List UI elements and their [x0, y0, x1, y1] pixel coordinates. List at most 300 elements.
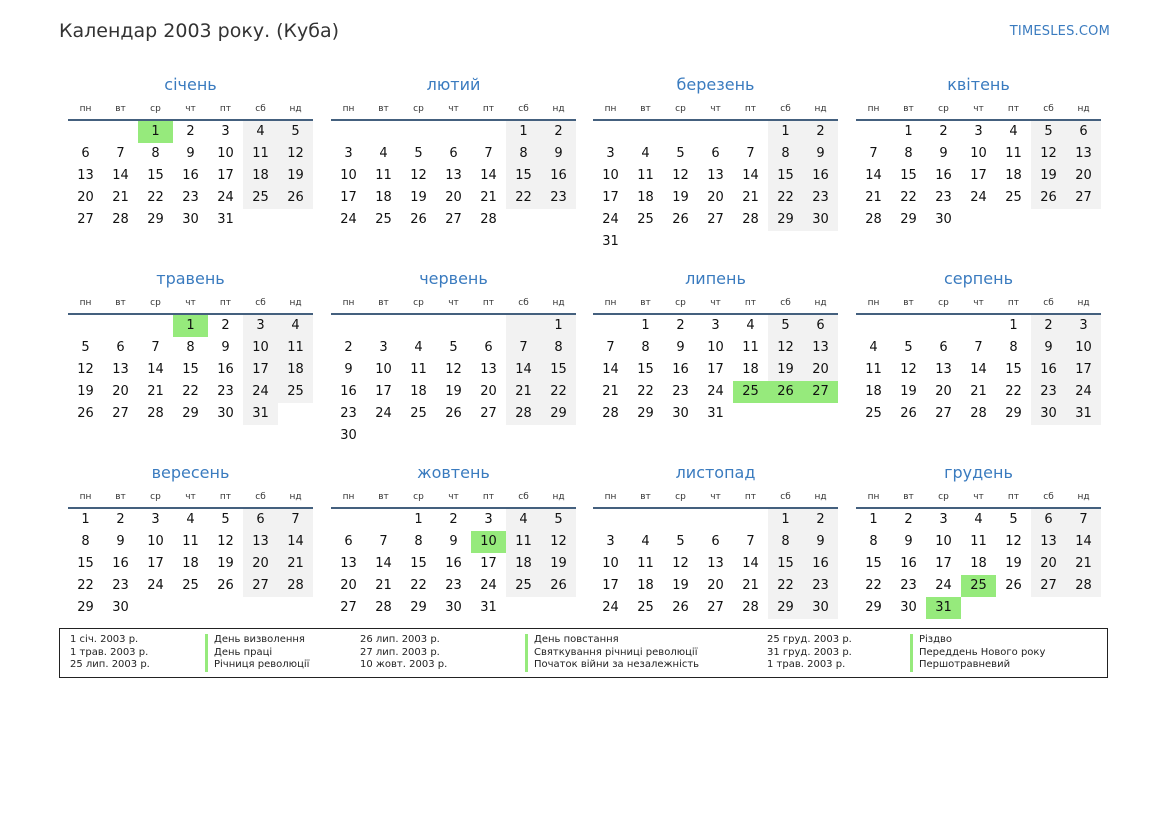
weekday-label: ср	[675, 492, 686, 502]
day-cell: 14	[147, 362, 164, 377]
day-cell: 10	[340, 168, 357, 183]
empty-cell	[401, 121, 436, 143]
weekday-label: чт	[185, 492, 196, 502]
month-5	[331, 268, 576, 447]
day-cell: 3	[221, 124, 230, 139]
empty-cell	[138, 315, 173, 337]
day-cell: 5	[541, 509, 576, 531]
day-cell: 8	[904, 146, 913, 161]
legend-dates	[70, 634, 150, 672]
week-row	[593, 231, 838, 253]
day-cell: 29	[1005, 406, 1022, 421]
empty-cell	[628, 121, 663, 143]
day-cell: 27	[1066, 187, 1101, 209]
day-cell: 20	[707, 190, 724, 205]
day-cell: 28	[742, 600, 759, 615]
weekday-label: вт	[115, 492, 126, 502]
day-cell: 30	[112, 600, 129, 615]
empty-cell	[506, 315, 541, 337]
day-cell: 13	[480, 362, 497, 377]
weekday-label: сб	[255, 104, 266, 114]
day-cell: 4	[278, 315, 313, 337]
day-cell: 18	[243, 165, 278, 187]
day-cell: 2	[939, 124, 948, 139]
day-cell: 11	[243, 143, 278, 165]
day-cell: 20	[935, 384, 952, 399]
weekday-label: нд	[289, 298, 302, 308]
month-0	[68, 74, 313, 231]
day-cell: 1	[904, 124, 913, 139]
day-cell: 14	[970, 362, 987, 377]
day-cell: 11	[1005, 146, 1022, 161]
weekday-label: пт	[744, 492, 757, 502]
day-cell: 9	[344, 362, 353, 377]
day-cell: 27	[707, 600, 724, 615]
day-cell: 4	[506, 509, 541, 531]
day-cell: 2	[221, 318, 230, 333]
week-row	[68, 143, 313, 165]
month-name: лютий	[426, 75, 481, 94]
day-cell: 13	[1031, 531, 1066, 553]
week-row	[593, 209, 838, 231]
day-cell: 1	[506, 121, 541, 143]
day-cell: 22	[768, 575, 803, 597]
day-cell: 7	[746, 146, 755, 161]
day-cell: 13	[340, 556, 357, 571]
weekday-label: нд	[552, 104, 565, 114]
day-cell: 6	[484, 340, 493, 355]
day-cell: 11	[742, 340, 759, 355]
day-cell: 26	[217, 578, 234, 593]
day-cell: 24	[935, 578, 952, 593]
day-cell: 12	[410, 168, 427, 183]
day-cell: 6	[449, 146, 458, 161]
day-cell: 19	[77, 384, 94, 399]
weekday-label: пн	[867, 104, 880, 114]
day-cell: 5	[221, 512, 230, 527]
empty-cell	[663, 231, 698, 253]
day-cell: 24	[602, 600, 619, 615]
day-cell: 1	[641, 318, 650, 333]
week-row	[856, 337, 1101, 359]
day-cell: 17	[707, 362, 724, 377]
day-cell: 14	[375, 556, 392, 571]
holiday-date: 1 трав. 2003 р.	[767, 659, 846, 670]
day-cell: 4	[641, 146, 650, 161]
day-cell: 13	[707, 556, 724, 571]
day-cell: 9	[186, 146, 195, 161]
month-name: травень	[156, 269, 225, 288]
day-cell: 22	[637, 384, 654, 399]
day-cell: 12	[77, 362, 94, 377]
month-name: грудень	[944, 463, 1013, 482]
day-cell: 26	[672, 212, 689, 227]
weekday-label: сб	[780, 298, 791, 308]
weekday-label: нд	[552, 298, 565, 308]
empty-cell	[278, 597, 313, 619]
month-9	[331, 462, 576, 619]
week-row	[593, 381, 838, 403]
holiday-name: Святкування річниці революції	[525, 647, 699, 660]
weekday-label: вт	[115, 298, 126, 308]
empty-cell	[243, 597, 278, 619]
day-cell: 31	[243, 403, 278, 425]
day-cell: 30	[340, 428, 357, 443]
day-cell: 20	[707, 578, 724, 593]
day-cell: 19	[541, 553, 576, 575]
site-link[interactable]: TIMESLES.COM	[1009, 24, 1110, 39]
day-cell: 30	[803, 597, 838, 619]
day-cell: 2	[904, 512, 913, 527]
empty-cell	[663, 121, 698, 143]
empty-cell	[628, 231, 663, 253]
day-cell: 1	[869, 512, 878, 527]
empty-cell	[506, 209, 541, 231]
day-cell: 23	[803, 187, 838, 209]
day-cell: 20	[1031, 553, 1066, 575]
day-cell: 26	[77, 406, 94, 421]
week-row	[593, 597, 838, 619]
day-cell: 19	[1005, 556, 1022, 571]
month-name: січень	[164, 75, 217, 94]
day-cell: 4	[746, 318, 755, 333]
empty-cell	[856, 315, 891, 337]
weekday-label: сб	[780, 104, 791, 114]
holiday-date: 1 січ. 2003 р.	[70, 634, 139, 645]
day-cell: 1	[138, 121, 173, 143]
week-row	[68, 165, 313, 187]
week-row	[68, 209, 313, 231]
day-cell: 11	[506, 531, 541, 553]
day-cell: 17	[1066, 359, 1101, 381]
day-cell: 16	[217, 362, 234, 377]
week-row	[593, 531, 838, 553]
day-cell: 22	[1005, 384, 1022, 399]
month-10	[593, 462, 838, 619]
weekday-label: вт	[378, 298, 389, 308]
day-cell: 6	[243, 509, 278, 531]
weekday-label: чт	[973, 492, 984, 502]
day-cell: 3	[939, 512, 948, 527]
holiday-name: День повстання	[525, 634, 699, 647]
day-cell: 5	[414, 146, 423, 161]
day-cell: 9	[1031, 337, 1066, 359]
empty-cell	[961, 209, 996, 231]
week-row	[856, 531, 1101, 553]
week-row	[856, 381, 1101, 403]
weekday-label: чт	[448, 492, 459, 502]
week-row	[331, 359, 576, 381]
week-row	[331, 531, 576, 553]
day-cell: 2	[1031, 315, 1066, 337]
day-cell: 2	[344, 340, 353, 355]
weekday-label: вт	[640, 104, 651, 114]
day-cell: 23	[445, 578, 462, 593]
weekday-label: вт	[640, 298, 651, 308]
day-cell: 27	[935, 406, 952, 421]
week-row	[593, 553, 838, 575]
day-cell: 15	[637, 362, 654, 377]
week-row	[68, 337, 313, 359]
empty-cell	[593, 509, 628, 531]
empty-cell	[541, 425, 576, 447]
week-row	[593, 575, 838, 597]
day-cell: 13	[243, 531, 278, 553]
empty-cell	[803, 231, 838, 253]
day-cell: 15	[506, 165, 541, 187]
month-11	[856, 462, 1101, 619]
empty-cell	[961, 315, 996, 337]
weekday-label: пт	[219, 104, 232, 114]
day-cell: 13	[707, 168, 724, 183]
empty-cell	[663, 509, 698, 531]
day-cell: 23	[217, 384, 234, 399]
day-cell: 30	[182, 212, 199, 227]
week-row	[68, 359, 313, 381]
day-cell: 6	[81, 146, 90, 161]
empty-cell	[138, 597, 173, 619]
empty-cell	[471, 315, 506, 337]
week-row	[856, 553, 1101, 575]
day-cell: 18	[970, 556, 987, 571]
day-cell: 25	[1005, 190, 1022, 205]
day-cell: 7	[869, 146, 878, 161]
day-cell: 11	[637, 168, 654, 183]
day-cell: 17	[147, 556, 164, 571]
week-row	[593, 143, 838, 165]
empty-cell	[698, 231, 733, 253]
weekday-label: пн	[867, 492, 880, 502]
empty-cell	[278, 209, 313, 231]
day-cell: 18	[637, 578, 654, 593]
day-cell: 16	[672, 362, 689, 377]
day-cell: 1	[541, 315, 576, 337]
legend-names	[205, 634, 309, 672]
week-row	[331, 553, 576, 575]
day-cell: 8	[768, 143, 803, 165]
holiday-name: Переддень Нового року	[910, 647, 1045, 660]
day-cell: 25	[278, 381, 313, 403]
empty-cell	[541, 597, 576, 619]
weekday-label: пт	[1007, 104, 1020, 114]
day-cell: 8	[541, 337, 576, 359]
day-cell: 7	[1066, 509, 1101, 531]
week-row	[331, 403, 576, 425]
day-cell: 31	[217, 212, 234, 227]
week-row	[68, 531, 313, 553]
day-cell: 27	[243, 575, 278, 597]
weekday-header	[331, 293, 576, 313]
weekday-label: сб	[255, 492, 266, 502]
day-cell: 3	[379, 340, 388, 355]
day-cell: 1	[768, 509, 803, 531]
day-cell: 14	[742, 168, 759, 183]
day-cell: 22	[77, 578, 94, 593]
weekday-label: пн	[604, 104, 617, 114]
day-cell: 23	[182, 190, 199, 205]
day-cell: 14	[742, 556, 759, 571]
day-cell: 3	[1066, 315, 1101, 337]
weekday-label: нд	[1077, 492, 1090, 502]
day-cell: 21	[278, 553, 313, 575]
empty-cell	[331, 315, 366, 337]
day-cell: 5	[676, 534, 685, 549]
day-cell: 13	[77, 168, 94, 183]
day-cell: 16	[445, 556, 462, 571]
day-cell: 19	[1031, 165, 1066, 187]
legend-dates	[360, 634, 447, 672]
week-row	[68, 509, 313, 531]
weekday-label: пн	[79, 298, 92, 308]
legend-names	[910, 634, 1045, 672]
day-cell: 27	[803, 381, 838, 403]
day-cell: 16	[340, 384, 357, 399]
week-row	[331, 381, 576, 403]
week-row	[331, 575, 576, 597]
day-cell: 3	[711, 318, 720, 333]
day-cell: 12	[278, 143, 313, 165]
day-cell: 1	[414, 512, 423, 527]
day-cell: 29	[182, 406, 199, 421]
day-cell: 23	[935, 190, 952, 205]
empty-cell	[243, 209, 278, 231]
day-cell: 21	[742, 578, 759, 593]
empty-cell	[856, 121, 891, 143]
empty-cell	[593, 121, 628, 143]
day-cell: 16	[803, 165, 838, 187]
weekday-label: пт	[482, 492, 495, 502]
day-cell: 17	[970, 168, 987, 183]
weekday-label: пн	[79, 492, 92, 502]
day-cell: 28	[147, 406, 164, 421]
day-cell: 25	[865, 406, 882, 421]
day-cell: 30	[803, 209, 838, 231]
week-row	[593, 359, 838, 381]
day-cell: 9	[803, 143, 838, 165]
month-2	[593, 74, 838, 253]
weekday-header	[331, 487, 576, 507]
day-cell: 9	[449, 534, 458, 549]
holiday-date: 10 жовт. 2003 р.	[360, 659, 448, 670]
day-cell: 28	[506, 403, 541, 425]
week-row	[331, 509, 576, 531]
day-cell: 19	[672, 190, 689, 205]
day-cell: 9	[676, 340, 685, 355]
day-cell: 21	[970, 384, 987, 399]
empty-cell	[926, 315, 961, 337]
weekday-label: нд	[1077, 104, 1090, 114]
weekday-label: сб	[518, 104, 529, 114]
week-row	[856, 143, 1101, 165]
holiday-date: 31 груд. 2003 р.	[767, 646, 852, 658]
week-row	[68, 187, 313, 209]
empty-cell	[891, 315, 926, 337]
day-cell: 18	[506, 553, 541, 575]
empty-cell	[733, 403, 768, 425]
weekday-label: пн	[867, 298, 880, 308]
weekday-label: ср	[938, 104, 949, 114]
month-8	[68, 462, 313, 619]
day-cell: 16	[182, 168, 199, 183]
holiday-date: 25 груд. 2003 р.	[767, 634, 852, 645]
empty-cell	[541, 209, 576, 231]
day-cell: 27	[1031, 575, 1066, 597]
day-cell: 12	[1005, 534, 1022, 549]
weekday-label: ср	[938, 492, 949, 502]
weekday-label: пн	[604, 492, 617, 502]
day-cell: 29	[541, 403, 576, 425]
weekday-label: пт	[744, 298, 757, 308]
month-name: червень	[419, 269, 488, 288]
week-row	[856, 403, 1101, 425]
day-cell: 8	[1009, 340, 1018, 355]
day-cell: 10	[147, 534, 164, 549]
day-cell: 7	[746, 534, 755, 549]
day-cell: 13	[112, 362, 129, 377]
weekday-label: чт	[710, 492, 721, 502]
day-cell: 20	[112, 384, 129, 399]
empty-cell	[366, 425, 401, 447]
empty-cell	[68, 315, 103, 337]
day-cell: 12	[217, 534, 234, 549]
day-cell: 10	[243, 337, 278, 359]
day-cell: 10	[1066, 337, 1101, 359]
day-cell: 6	[1031, 509, 1066, 531]
weekday-label: нд	[289, 492, 302, 502]
week-row	[593, 165, 838, 187]
day-cell: 3	[606, 534, 615, 549]
week-row	[593, 403, 838, 425]
day-cell: 23	[672, 384, 689, 399]
month-7	[856, 268, 1101, 425]
holiday-legend	[59, 628, 1108, 678]
day-cell: 8	[768, 531, 803, 553]
weekday-label: вт	[378, 104, 389, 114]
day-cell: 15	[77, 556, 94, 571]
weekday-label: чт	[448, 298, 459, 308]
day-cell: 2	[186, 124, 195, 139]
day-cell: 26	[1005, 578, 1022, 593]
weekday-header	[68, 99, 313, 119]
day-cell: 20	[480, 384, 497, 399]
weekday-header	[593, 99, 838, 119]
day-cell: 24	[970, 190, 987, 205]
weekday-label: чт	[973, 104, 984, 114]
day-cell: 31	[602, 234, 619, 249]
month-name: квітень	[947, 75, 1010, 94]
day-cell: 24	[147, 578, 164, 593]
week-row	[331, 143, 576, 165]
month-3	[856, 74, 1101, 231]
day-cell: 5	[449, 340, 458, 355]
empty-cell	[996, 209, 1031, 231]
day-cell: 24	[480, 578, 497, 593]
empty-cell	[593, 315, 628, 337]
month-1	[331, 74, 576, 231]
day-cell: 11	[410, 362, 427, 377]
day-cell: 6	[116, 340, 125, 355]
empty-cell	[698, 121, 733, 143]
empty-cell	[366, 509, 401, 531]
day-cell: 15	[410, 556, 427, 571]
week-row	[856, 575, 1101, 597]
day-cell: 14	[602, 362, 619, 377]
day-cell: 15	[1005, 362, 1022, 377]
weekday-label: сб	[1043, 492, 1054, 502]
day-cell: 7	[379, 534, 388, 549]
week-row	[856, 359, 1101, 381]
empty-cell	[471, 121, 506, 143]
